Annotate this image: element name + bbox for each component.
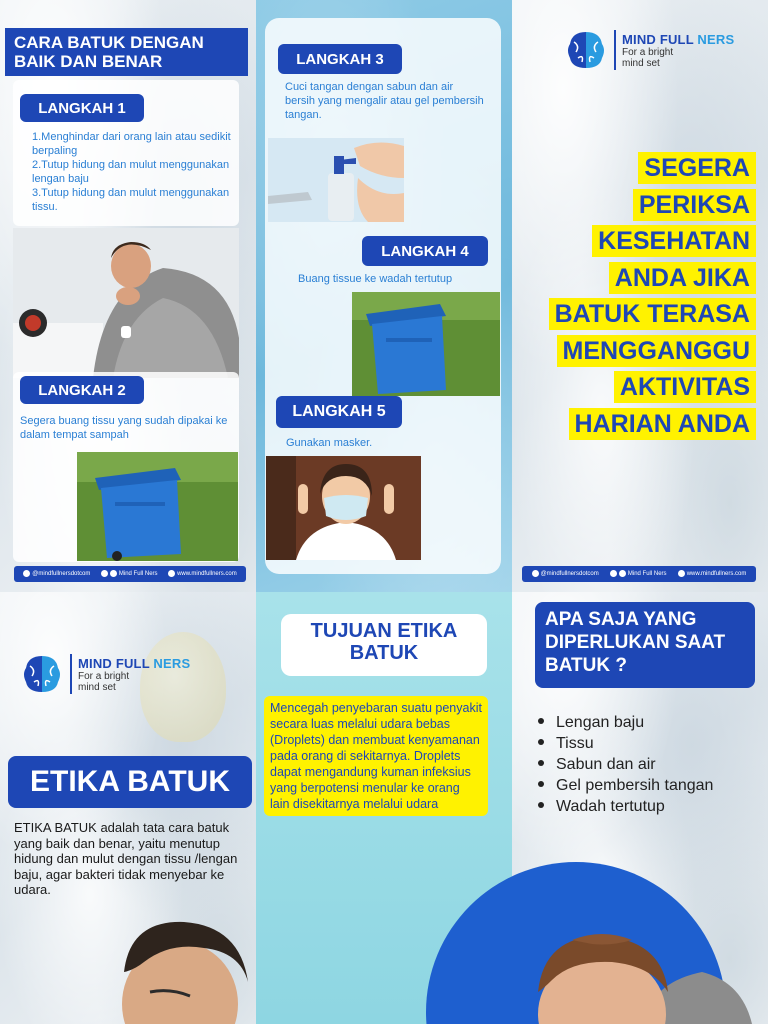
man-coughing-photo-right [512,922,752,1024]
facebook-icon [101,570,108,577]
etika-batuk-title: ETIKA BATUK [8,756,252,808]
step3-label: LANGKAH 3 [278,44,402,74]
man-coughing-photo-left [100,912,256,1024]
tujuan-title: TUJUAN ETIKA BATUK [310,620,458,664]
panel-segera-periksa [512,0,768,592]
periksa-line-3: KESEHATAN [592,225,756,257]
logo-name-accent: NERS [153,655,191,671]
panel-cara-batuk [0,0,256,592]
brain-icon [564,28,608,72]
footer-instagram[interactable]: @mindfullnersdotcom [540,571,599,578]
needs-item-2: Tissu [538,733,764,754]
footer-social[interactable]: Mind Full Ners [627,571,667,578]
panel-langkah [256,0,512,592]
step1-label: LANGKAH 1 [20,94,144,122]
step5-text: Gunakan masker. [286,437,373,449]
apa-saja-title-text: APA SAJA YANG DIPERLUKAN SAAT BATUK ? [545,609,726,676]
step2-label: LANGKAH 2 [20,376,144,404]
periksa-line-4: ANDA JIKA [609,262,756,294]
panel-apa-saja [512,592,768,1024]
sick-man-photo [13,228,239,378]
brain-icon [20,652,64,696]
instagram-icon [23,570,30,577]
brand-logo-top [564,28,734,72]
instagram-icon [532,570,539,577]
periksa-line-1: SEGERA [638,152,756,184]
logo-name-main: MIND FULL [622,31,698,47]
logo-name-main: MIND FULL [78,655,154,671]
brand-logo-bottom [20,652,190,696]
needs-item-1: Lengan baju [538,712,764,733]
step3-text: Cuci tangan dengan sabun dan air bersih yang mengalir atau gel pembersih tangan. [285,81,484,121]
trash-bin-photo-1 [77,452,238,561]
apa-saja-title [535,602,755,688]
periksa-line-8: HARIAN ANDA [569,408,756,440]
needs-list [538,712,764,817]
etika-batuk-body: ETIKA BATUK adalah tata cara batuk yang baik dan benar, yaitu menutup hidung dan mulut dengan tissu /lengan baju, agar bakteri tidak menyebar ke udara. [14,820,238,897]
needs-item-4: Gel pembersih tangan [538,775,764,796]
handwash-photo [268,138,404,222]
footer-bar-1 [14,566,246,582]
logo-name-accent: NERS [697,31,735,47]
youtube-icon [110,570,117,577]
panel1-title: CARA BATUK DENGAN BAIK DAN BENAR [5,28,248,76]
step4-text: Buang tissue ke wadah tertutup [298,273,453,285]
panel-tujuan [256,592,512,1024]
periksa-line-7: AKTIVITAS [614,371,756,403]
footer-instagram[interactable]: @mindfullnersdotcom [32,571,91,578]
logo-tagline-1: For a bright [78,670,130,682]
needs-item-5: Wadah tertutup [538,796,764,817]
footer-social[interactable]: Mind Full Ners [118,571,158,578]
web-icon [168,570,175,577]
facebook-icon [610,570,617,577]
periksa-line-6: MENGGANGGU [557,335,757,367]
logo-tagline-2: mind set [78,681,116,693]
step2-text: Segera buang tissu yang sudah dipakai ke dalam tempat sampah [20,415,228,441]
step5-label: LANGKAH 5 [276,396,402,428]
periksa-text-block [549,150,756,442]
tujuan-body-text: Mencegah penyebaran suatu penyakit secara luas melalui udara bebas (Droplets) dan membuat kenyamanan pada orang di sekitarnya. Droplets dapat mengandung kuman infeksius yang berpotensi menular ke orang lain disekitarnya melalui udara [270,701,482,811]
decor-circle [426,862,512,1024]
needs-item-3: Sabun dan air [538,754,764,775]
logo-tagline-2: mind set [622,57,660,69]
youtube-icon [619,570,626,577]
step1-item-2: 2.Tutup hidung dan mulut menggunakan lengan baju [32,159,230,185]
tujuan-body [264,696,488,816]
step1-item-3: 3.Tutup hidung dan mulut menggunakan tissu. [32,187,230,213]
web-icon [678,570,685,577]
step4-label: LANGKAH 4 [362,236,488,266]
periksa-line-2: PERIKSA [633,189,756,221]
footer-web[interactable]: www.mindfullners.com [177,571,237,578]
logo-tagline-1: For a bright [622,46,674,58]
footer-web[interactable]: www.mindfullners.com [686,571,747,578]
step1-item-1: 1.Menghindar dari orang lain atau sedikit berpaling [32,131,231,157]
footer-bar-2 [522,566,756,582]
panel-etika-batuk [0,592,256,1024]
periksa-line-5: BATUK TERASA [549,298,756,330]
mask-girl-photo [266,456,421,560]
trash-bin-photo-2 [352,292,500,396]
